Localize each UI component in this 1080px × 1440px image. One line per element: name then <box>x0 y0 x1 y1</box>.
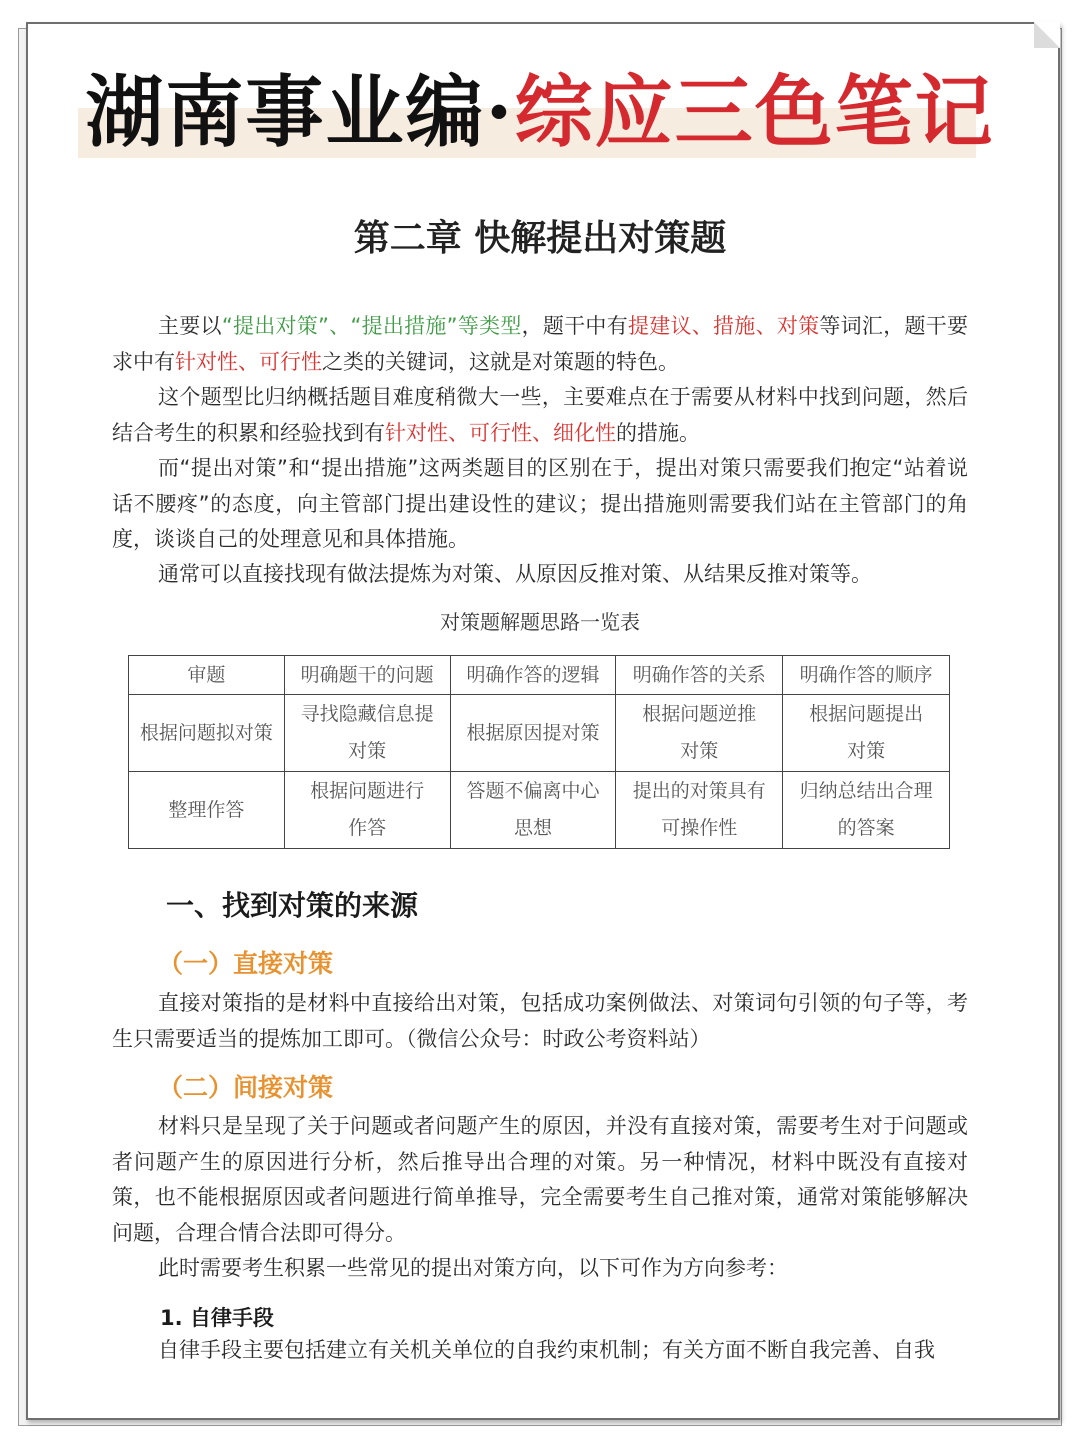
table-row <box>129 772 950 849</box>
table-cell: 明确作答的关系 <box>616 656 783 695</box>
table-cell: 答题不偏离中心思想 <box>450 772 616 849</box>
intro-paragraph-2 <box>112 380 968 451</box>
text-run: 主要以 <box>158 314 222 338</box>
red-highlight: 针对性、可行性、细化性 <box>385 420 616 445</box>
table-cell: 根据问题进行作答 <box>284 772 450 849</box>
red-highlight: 提建议、措施、对策 <box>627 314 820 338</box>
text-run: 之类的关键词，这就是对策题的特色。 <box>322 349 679 374</box>
table-caption: 对策题解题思路一览表 <box>440 610 640 634</box>
table-cell: 明确题干的问题 <box>284 656 450 695</box>
table-cell: 提出的对策具有可操作性 <box>616 772 783 849</box>
intro-paragraph-1 <box>112 309 968 380</box>
section-heading: 一、找到对策的来源 <box>166 889 419 922</box>
direct-strategy-paragraph: 直接对策指的是材料中直接给出对策，包括成功案例做法、对策词句引领的句子等，考生只需要适当的提炼加工即可。（微信公众号：时政公考资料站） <box>112 991 968 1051</box>
title-black-part: 湖南事业编· <box>85 67 515 158</box>
table-cell: 根据原因提对策 <box>450 695 616 772</box>
table-cell: 寻找隐藏信息提对策 <box>284 695 450 772</box>
text-run: 的措施。 <box>616 420 700 445</box>
intro-paragraph-3: 而“提出对策”和“提出措施”这两类题目的区别在于，提出对策只需要我们抱定“站着说话不腰疼”的态度，向主管部门提出建设性的建议；提出措施则需要我们站在主管部门的角度，谈谈自己的处理意见和具体措施。 <box>112 456 968 551</box>
table-cell: 明确作答的顺序 <box>783 656 950 695</box>
table-cell: 明确作答的逻辑 <box>450 656 616 695</box>
table-cell: 根据问题逆推对策 <box>616 695 783 772</box>
item-paragraph: 自律手段主要包括建立有关机关单位的自我约束机制；有关方面不断自我完善、自我 <box>158 1338 935 1362</box>
table-cell: 根据问题拟对策 <box>129 695 285 772</box>
text-run: 等词汇，题干要求中有 <box>112 314 969 374</box>
page-title <box>0 58 1080 168</box>
indirect-strategy-paragraph: 材料只是呈现了关于问题或者问题产生的原因，并没有直接对策，需要考生对于问题或者问题产生的原因进行分析，然后推导出合理的对策。另一种情况，材料中既没有直接对策，也不能根据原因或者问题进行简单推导，完全需要考生自己推对策，通常对策能够解决问题，合理合情合法即可得分。 <box>112 1114 968 1245</box>
table-cell: 整理作答 <box>129 772 285 849</box>
red-highlight: 针对性、可行性 <box>175 349 322 374</box>
item-heading: 1. 自律手段 <box>160 1306 274 1330</box>
table-row <box>129 695 950 772</box>
table-row <box>129 656 950 695</box>
text-run: 这个题型比归纳概括题目难度稍微大一些，主要难点在于需要从材料中找到问题，然后结合考生的积累和经验找到有 <box>112 385 968 445</box>
green-highlight: “提出对策”、“提出措施”等类型 <box>221 314 522 338</box>
chapter-title: 第二章 快解提出对策题 <box>353 218 727 259</box>
folded-corner-icon <box>1034 22 1060 48</box>
table-cell: 归纳总结出合理的答案 <box>783 772 950 849</box>
text-run: ，题干中有 <box>521 314 628 338</box>
indirect-strategy-note: 此时需要考生积累一些常见的提出对策方向，以下可作为方向参考： <box>158 1256 788 1280</box>
intro-paragraph-4: 通常可以直接找现有做法提炼为对策、从原因反推对策、从结果反推对策等。 <box>158 562 872 586</box>
table-cell: 根据问题提出对策 <box>783 695 950 772</box>
table-cell: 审题 <box>129 656 285 695</box>
title-red-part: 综应三色笔记 <box>514 67 995 158</box>
subsection-heading-direct: （一）直接对策 <box>158 949 334 978</box>
strategy-table <box>128 655 950 849</box>
subsection-heading-indirect: （二）间接对策 <box>158 1073 334 1102</box>
